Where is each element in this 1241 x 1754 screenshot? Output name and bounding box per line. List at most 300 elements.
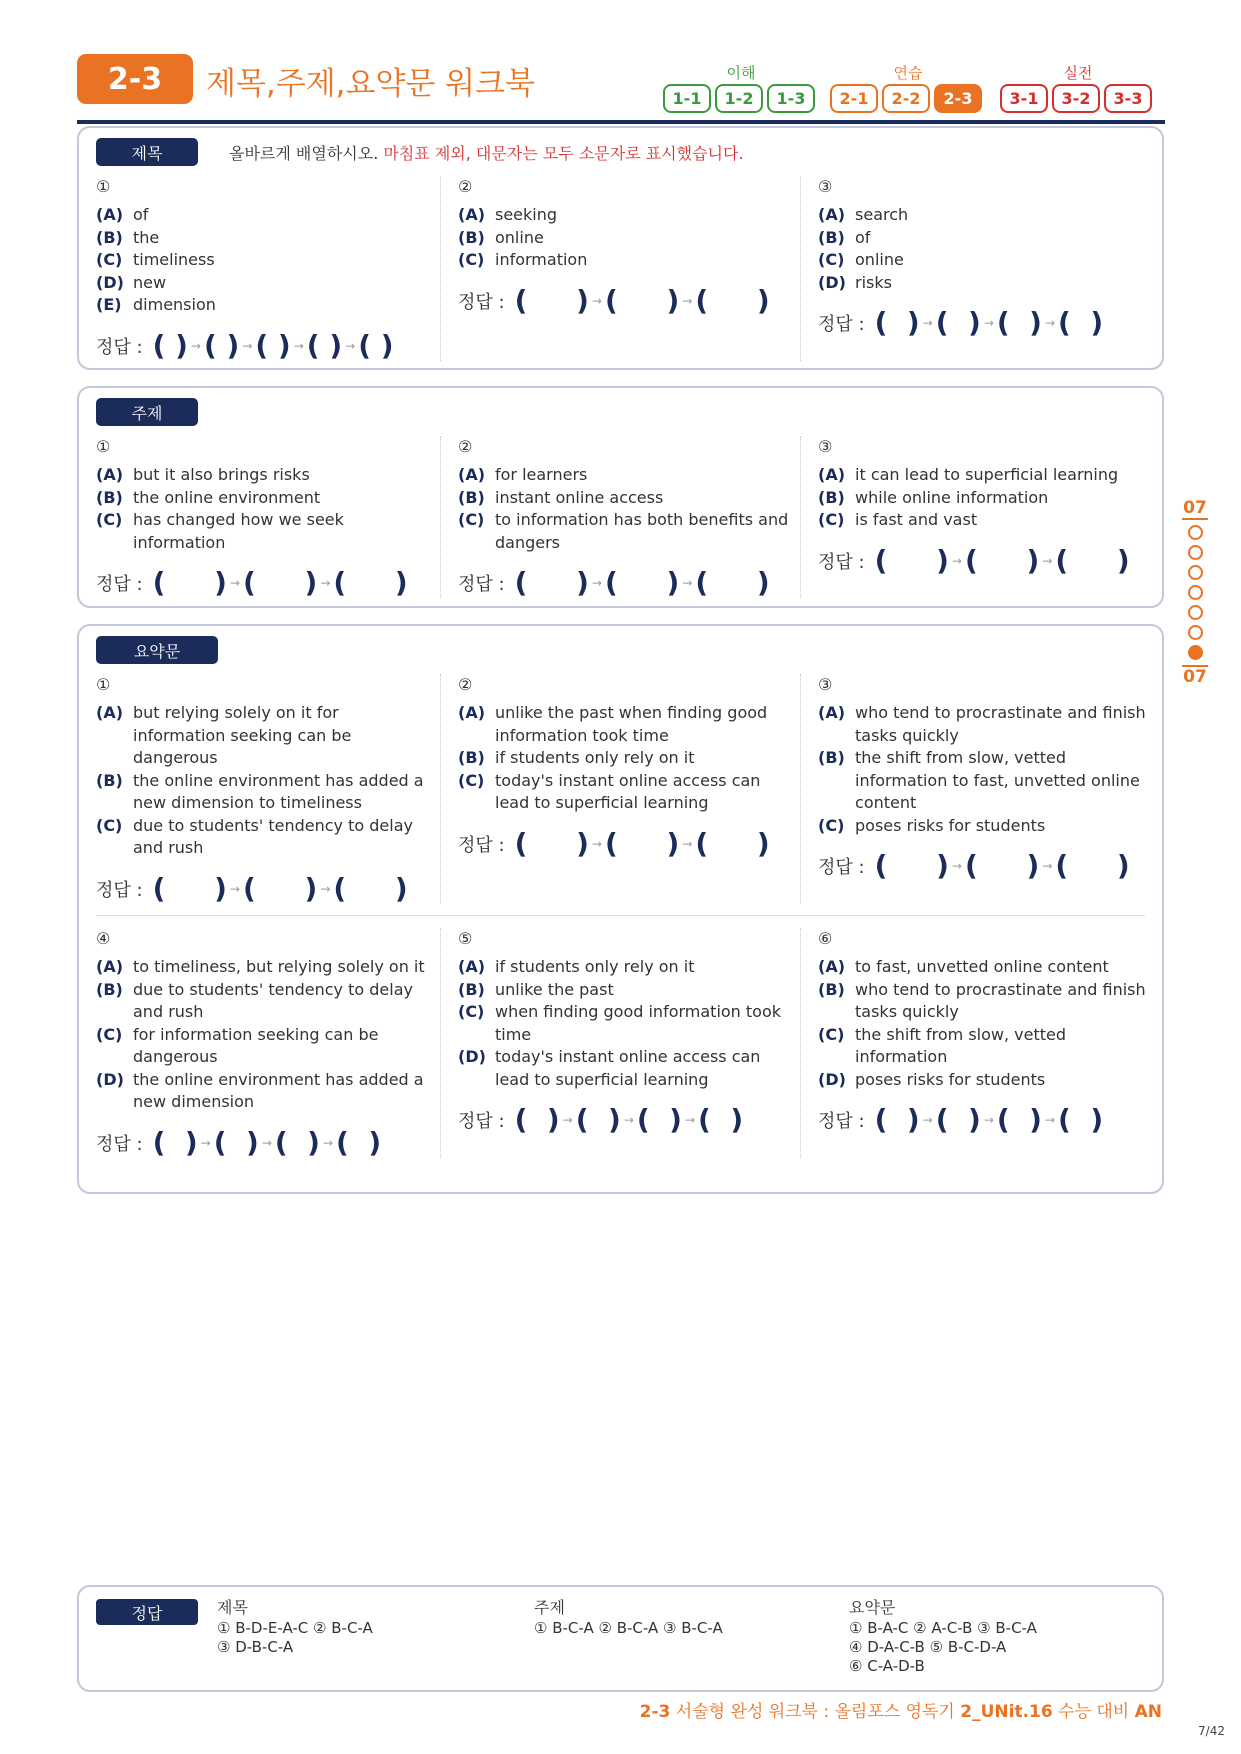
side-index-number: 07: [1183, 667, 1207, 687]
arrow-icon: →: [591, 293, 602, 308]
problem-number: ①: [96, 437, 111, 456]
answer-blank[interactable]: ( ): [1058, 1103, 1104, 1136]
choice-text: when finding good information took time: [495, 1002, 782, 1044]
nav-button-1-3[interactable]: 1-3: [767, 84, 815, 113]
choice: [96, 979, 432, 1024]
answer-blank[interactable]: ( ): [604, 826, 680, 860]
choice-label: (D): [96, 1069, 124, 1089]
answer-key-line: ① B-D-E-A-C ② B-C-A: [217, 1619, 373, 1637]
answer-blank[interactable]: ( ): [514, 826, 589, 860]
problem: [79, 176, 440, 361]
choice-text: of: [855, 227, 871, 247]
answer-blank[interactable]: ( ): [964, 849, 1040, 882]
choice-text: the online environment: [133, 487, 321, 507]
problem-number: ②: [458, 437, 473, 456]
footer-unit: 2_UNit.16: [960, 1702, 1053, 1722]
arrow-icon: →: [322, 1135, 334, 1150]
answer-label: 정답 :: [458, 1111, 505, 1132]
answer-key-heading: 주제: [534, 1598, 565, 1617]
choice: [458, 702, 792, 747]
choice-text: the shift from slow, vetted information: [855, 1024, 1066, 1066]
choice-text: seeking: [495, 205, 558, 224]
choice-label: (C): [458, 510, 485, 529]
choice-label: (B): [818, 487, 845, 507]
answer-key-summary: [849, 1597, 1037, 1676]
choice: [818, 815, 1154, 838]
arrow-icon: →: [983, 1113, 994, 1127]
arrow-icon: →: [1042, 859, 1053, 873]
choice-label: (A): [96, 205, 124, 224]
choice-text: online: [855, 250, 904, 269]
choice-text: online: [495, 227, 544, 247]
answer-blank[interactable]: ( ): [152, 566, 227, 599]
choice-label: (A): [96, 465, 124, 484]
answer-blank[interactable]: ( ): [514, 1103, 560, 1136]
answer-blank[interactable]: ( ): [604, 283, 680, 317]
choice-text: who tend to procrastinate and finish tasks quickly: [855, 979, 1146, 1021]
nav-button-3-2[interactable]: 3-2: [1052, 84, 1100, 113]
choice-label: (C): [818, 815, 845, 835]
answer-row: [818, 1105, 1154, 1135]
answer-blank[interactable]: ( ): [604, 566, 680, 599]
answer-row: [458, 1105, 792, 1135]
choice: [818, 1069, 1154, 1092]
choice-label: (B): [818, 227, 845, 247]
side-index: [1182, 498, 1208, 687]
answer-blank[interactable]: ( ): [152, 1125, 198, 1159]
arrow-icon: →: [1044, 316, 1056, 330]
answer-blank[interactable]: ( ): [255, 328, 291, 362]
choice: [96, 956, 432, 979]
choice-text: search: [855, 205, 909, 224]
choice-label: (C): [96, 510, 123, 529]
topic-section: [77, 386, 1164, 608]
choice-label: (A): [818, 465, 846, 484]
choice: [458, 227, 792, 250]
choice-label: (B): [458, 748, 485, 767]
answer-blank[interactable]: ( ): [575, 1103, 621, 1136]
answer-blank[interactable]: ( ): [242, 566, 318, 599]
nav-caption: 실전: [1063, 64, 1093, 82]
choice: [96, 464, 432, 487]
answer-row: [96, 871, 432, 905]
choice-text: for learners: [495, 465, 588, 484]
answer-blank[interactable]: ( ): [1055, 543, 1130, 577]
answer-blank[interactable]: ( ): [935, 306, 981, 339]
choice-text: due to students' tendency to delay and rush: [133, 979, 413, 1021]
choice-text: new: [133, 272, 167, 292]
choice-text: it can lead to superficial learning: [855, 465, 1119, 484]
choice: [818, 249, 1154, 272]
choice-text: risks: [855, 272, 892, 292]
choice-label: (D): [818, 1069, 846, 1089]
page-number: 7/42: [1198, 1724, 1225, 1738]
choice: [458, 956, 792, 979]
nav-button-1-2[interactable]: 1-2: [715, 84, 763, 113]
choice-text: if students only rely on it: [495, 957, 695, 976]
answer-blank[interactable]: ( ): [636, 1103, 682, 1136]
choice-text: poses risks for students: [855, 815, 1046, 835]
arrow-icon: →: [684, 1113, 696, 1127]
problem-number: ⑤: [458, 929, 473, 948]
arrow-icon: →: [951, 859, 962, 873]
circle-icon: [1188, 525, 1203, 540]
choice-label: (C): [818, 250, 845, 269]
choice-label: (A): [458, 703, 486, 722]
choice: [96, 1024, 432, 1069]
answer-row: [818, 851, 1154, 881]
circle-icon: [1188, 545, 1203, 560]
answer-blank[interactable]: ( ): [333, 566, 408, 599]
answer-blank[interactable]: ( ): [152, 328, 188, 362]
choice-text: unlike the past when finding good information took time: [495, 703, 768, 745]
summary-section: [77, 624, 1164, 1194]
choice-text: of: [133, 205, 149, 224]
answer-blank[interactable]: ( ): [935, 1103, 981, 1136]
side-index-number: 07: [1183, 498, 1207, 518]
problem: [801, 928, 1162, 1158]
answer-blank[interactable]: ( ): [695, 566, 770, 599]
choice-label: (B): [458, 979, 485, 999]
choice-label: (A): [818, 205, 846, 224]
problem-columns: [79, 436, 1162, 598]
choice-label: (B): [458, 487, 485, 507]
choice-label: (C): [458, 770, 485, 790]
choice-label: (E): [96, 295, 122, 314]
answer-key-line: ④ D-A-C-B ⑤ B-C-D-A: [849, 1638, 1007, 1656]
filled-circle-icon: [1188, 645, 1203, 660]
arrow-icon: →: [261, 1135, 272, 1150]
footer-text: 서술형 완성 워크북 : 올림포스 영독기: [670, 1702, 961, 1722]
choice-label: (A): [458, 957, 486, 976]
circle-icon: [1188, 605, 1203, 620]
lesson-badge: 2-3: [77, 54, 193, 104]
answer-row: [96, 1125, 432, 1159]
footer-caption: [640, 1697, 1162, 1722]
choice: [818, 979, 1154, 1024]
choice: [96, 204, 432, 227]
answer-row: [458, 568, 792, 598]
circle-icon: [1188, 565, 1203, 580]
arrow-icon: →: [320, 576, 331, 590]
problem-number: ③: [818, 177, 833, 196]
choice: [458, 249, 792, 272]
problem-number: ①: [96, 177, 111, 196]
arrow-icon: →: [229, 881, 240, 896]
choice: [96, 702, 432, 770]
answer-blank[interactable]: ( ): [996, 1103, 1042, 1136]
instruction: [229, 141, 744, 164]
answer-blank[interactable]: ( ): [336, 1125, 382, 1159]
answer-label: 정답 :: [96, 879, 143, 901]
answer-row: [96, 568, 432, 598]
problem-number: ⑥: [818, 929, 833, 948]
choice-label: (C): [818, 1024, 845, 1044]
choice: [458, 1046, 792, 1091]
choice: [818, 464, 1154, 487]
choice: [818, 747, 1154, 815]
choice-text: while online information: [855, 487, 1049, 507]
choice-text: the: [133, 227, 160, 247]
choice: [96, 487, 432, 510]
choice: [96, 272, 432, 295]
problem-number: ②: [458, 675, 473, 694]
choice-label: (B): [96, 770, 123, 790]
problem: [801, 176, 1162, 361]
choice-label: (B): [96, 979, 123, 999]
answer-label: 정답 :: [458, 574, 505, 595]
choice-text: if students only rely on it: [495, 748, 695, 767]
arrow-icon: →: [293, 338, 304, 353]
answer-key-title: [217, 1597, 373, 1657]
arrow-icon: →: [591, 576, 602, 590]
answer-row: [818, 543, 1154, 577]
choice-text: today's instant online access can lead to superficial learning: [495, 770, 761, 812]
problem-columns: [79, 176, 1162, 361]
answer-key-heading: 제목: [217, 1598, 248, 1617]
problem-columns-row2: [79, 928, 1162, 1158]
answer-key-topic: [534, 1597, 723, 1638]
arrow-icon: →: [190, 338, 201, 353]
nav-button-2-2[interactable]: 2-2: [882, 84, 930, 113]
page-title: 제목,주제,요약문 워크북: [206, 66, 536, 102]
answer-row: [458, 826, 792, 860]
answer-label: 정답 :: [818, 314, 865, 335]
answer-key-tag: 정답: [96, 1599, 198, 1625]
answer-blank[interactable]: ( ): [242, 871, 318, 905]
answer-label: 정답 :: [818, 857, 865, 878]
section-tag: 제목: [96, 138, 198, 166]
arrow-icon: →: [983, 316, 994, 330]
choice-label: (A): [818, 703, 846, 722]
choice-label: (A): [458, 205, 486, 224]
answer-key-line: ① B-C-A ② B-C-A ③ B-C-A: [534, 1619, 723, 1637]
choice-text: information: [495, 250, 588, 269]
problem-number: ④: [96, 929, 111, 948]
answer-label: 정답 :: [96, 336, 143, 358]
choice-label: (D): [96, 272, 124, 292]
choice-text: poses risks for students: [855, 1069, 1046, 1089]
answer-key-line: ③ D-B-C-A: [217, 1638, 294, 1656]
choice-text: but relying solely on it for information seeking can be dangerous: [133, 703, 352, 767]
choice-text: instant online access: [495, 487, 664, 507]
footer-lead: 2-3: [639, 1702, 671, 1722]
arrow-icon: →: [242, 338, 253, 353]
answer-blank[interactable]: ( ): [1058, 306, 1104, 339]
nav-caption: 이해: [726, 64, 756, 82]
arrow-icon: →: [1044, 1113, 1056, 1127]
answer-label: 정답 :: [96, 1133, 143, 1155]
choice-text: is fast and vast: [855, 510, 978, 529]
answer-blank[interactable]: ( ): [358, 328, 394, 362]
arrow-icon: →: [682, 293, 693, 308]
arrow-icon: →: [562, 1113, 573, 1127]
choice-text: to fast, unvetted online content: [855, 957, 1109, 976]
choice: [818, 227, 1154, 250]
choice-text: dimension: [133, 295, 216, 314]
choice-label: (B): [96, 487, 123, 507]
instruction-note: 마침표 제외, 대문자는 모두 소문자로 표시했습니다.: [383, 144, 744, 163]
answer-blank[interactable]: ( ): [698, 1103, 744, 1136]
choice: [96, 294, 432, 317]
answer-key: [77, 1585, 1164, 1692]
answer-blank[interactable]: ( ): [996, 306, 1042, 339]
choice-text: today's instant online access can lead to superficial learning: [495, 1047, 761, 1089]
choice-label: (C): [818, 510, 845, 529]
answer-key-line: ⑥ C-A-D-B: [849, 1657, 925, 1675]
choice: [458, 487, 792, 510]
choice: [818, 956, 1154, 979]
choice: [818, 487, 1154, 510]
answer-blank[interactable]: ( ): [874, 543, 949, 577]
choice-label: (A): [96, 703, 124, 722]
choice-text: but it also brings risks: [133, 465, 310, 484]
choice-label: (B): [818, 979, 845, 999]
arrow-icon: →: [591, 836, 602, 851]
choice-label: (A): [96, 957, 124, 976]
nav-button-2-3[interactable]: 2-3: [934, 84, 982, 113]
choice: [96, 249, 432, 272]
arrow-icon: →: [1042, 553, 1053, 568]
answer-blank[interactable]: ( ): [514, 566, 589, 599]
choice: [458, 204, 792, 227]
choice-label: (D): [818, 272, 846, 292]
choice: [96, 509, 432, 554]
answer-blank[interactable]: ( ): [333, 871, 408, 905]
choice: [818, 702, 1154, 747]
choice-text: due to students' tendency to delay and rush: [133, 815, 413, 857]
arrow-icon: →: [951, 553, 962, 568]
answer-blank[interactable]: ( ): [874, 306, 920, 339]
circle-icon: [1188, 625, 1203, 640]
instruction-text: 올바르게 배열하시오.: [229, 144, 379, 163]
choice-text: to timeliness, but relying solely on it: [133, 957, 425, 976]
answer-blank[interactable]: ( ): [213, 1125, 259, 1159]
choice-text: who tend to procrastinate and finish tasks quickly: [855, 703, 1146, 745]
problem-number: ③: [818, 675, 833, 694]
answer-label: 정답 :: [818, 1111, 865, 1132]
problem: [440, 928, 801, 1158]
answer-label: 정답 :: [458, 291, 505, 313]
nav-button-3-1[interactable]: 3-1: [1000, 84, 1048, 113]
title-section: [77, 126, 1164, 370]
footer-text-2: 수능 대비: [1052, 1702, 1135, 1722]
choice-text: has changed how we seek information: [133, 510, 344, 552]
answer-blank[interactable]: ( ): [874, 1103, 920, 1136]
problem-columns-row1: [79, 674, 1162, 904]
answer-blank[interactable]: ( ): [152, 871, 227, 905]
choice-label: (B): [818, 748, 845, 767]
section-tag: 요약문: [96, 636, 218, 664]
choice-text: unlike the past: [495, 979, 614, 999]
problem: [79, 928, 440, 1158]
choice-label: (D): [458, 1047, 486, 1066]
answer-blank[interactable]: ( ): [274, 1125, 320, 1159]
answer-blank[interactable]: ( ): [203, 328, 240, 362]
problem-number: ②: [458, 177, 473, 196]
answer-blank[interactable]: ( ): [695, 283, 770, 317]
choice-label: (B): [96, 227, 123, 247]
problem-number: ①: [96, 675, 111, 694]
row-divider: [96, 915, 1145, 916]
answer-row: [818, 308, 1154, 338]
answer-label: 정답 :: [458, 834, 505, 856]
choice-text: the online environment has added a new dimension: [133, 1069, 424, 1111]
answer-blank[interactable]: ( ): [514, 283, 589, 317]
nav-button-3-3[interactable]: 3-3: [1104, 84, 1152, 113]
choice: [458, 747, 792, 770]
answer-blank[interactable]: ( ): [695, 826, 770, 860]
choice: [96, 1069, 432, 1114]
choice: [818, 204, 1154, 227]
choice: [818, 272, 1154, 295]
problem: [440, 436, 801, 598]
nav-button-1-1[interactable]: 1-1: [663, 84, 711, 113]
choice: [458, 770, 792, 815]
section-tag: 주제: [96, 398, 198, 426]
answer-blank[interactable]: ( ): [874, 849, 949, 882]
choice-text: for information seeking can be dangerous: [133, 1024, 379, 1066]
arrow-icon: →: [682, 576, 693, 590]
arrow-icon: →: [623, 1113, 634, 1127]
arrow-icon: →: [345, 338, 356, 353]
choice-label: (A): [458, 465, 486, 484]
answer-blank[interactable]: ( ): [306, 328, 343, 362]
choice-label: (B): [458, 227, 485, 247]
answer-blank[interactable]: ( ): [1055, 849, 1130, 882]
choice-label: (C): [458, 250, 485, 269]
choice: [96, 815, 432, 860]
choice: [96, 227, 432, 250]
arrow-icon: →: [320, 881, 331, 896]
answer-row: [96, 328, 432, 362]
choice-text: the online environment has added a new dimension to timeliness: [133, 770, 424, 812]
choice: [458, 509, 792, 554]
header-rule: [77, 120, 1165, 124]
choice-text: timeliness: [133, 250, 215, 269]
problem: [79, 674, 440, 904]
choice: [458, 979, 792, 1002]
nav-button-2-1[interactable]: 2-1: [830, 84, 878, 113]
arrow-icon: →: [229, 576, 240, 590]
choice-label: (A): [818, 957, 846, 976]
arrow-icon: →: [922, 1113, 933, 1127]
choice-label: (C): [96, 815, 123, 835]
problem: [79, 436, 440, 598]
arrow-icon: →: [200, 1135, 211, 1150]
choice-label: (C): [96, 250, 123, 269]
choice: [458, 1001, 792, 1046]
choice: [458, 464, 792, 487]
choice-label: (C): [96, 1024, 123, 1044]
answer-row: [458, 283, 792, 317]
footer-end: AN: [1134, 1702, 1162, 1722]
problem: [440, 674, 801, 904]
choice: [96, 770, 432, 815]
problem: [801, 674, 1162, 904]
choice: [818, 509, 1154, 532]
nav-caption: 연습: [893, 64, 923, 82]
answer-key-heading: 요약문: [849, 1598, 896, 1617]
choice-text: the shift from slow, vetted information to fast, unvetted online content: [855, 748, 1140, 812]
choice: [818, 1024, 1154, 1069]
answer-label: 정답 :: [818, 551, 865, 573]
answer-key-line: ① B-A-C ② A-C-B ③ B-C-A: [849, 1619, 1037, 1637]
arrow-icon: →: [922, 316, 933, 330]
choice-label: (C): [458, 1002, 485, 1021]
arrow-icon: →: [682, 836, 693, 851]
answer-blank[interactable]: ( ): [964, 543, 1040, 577]
